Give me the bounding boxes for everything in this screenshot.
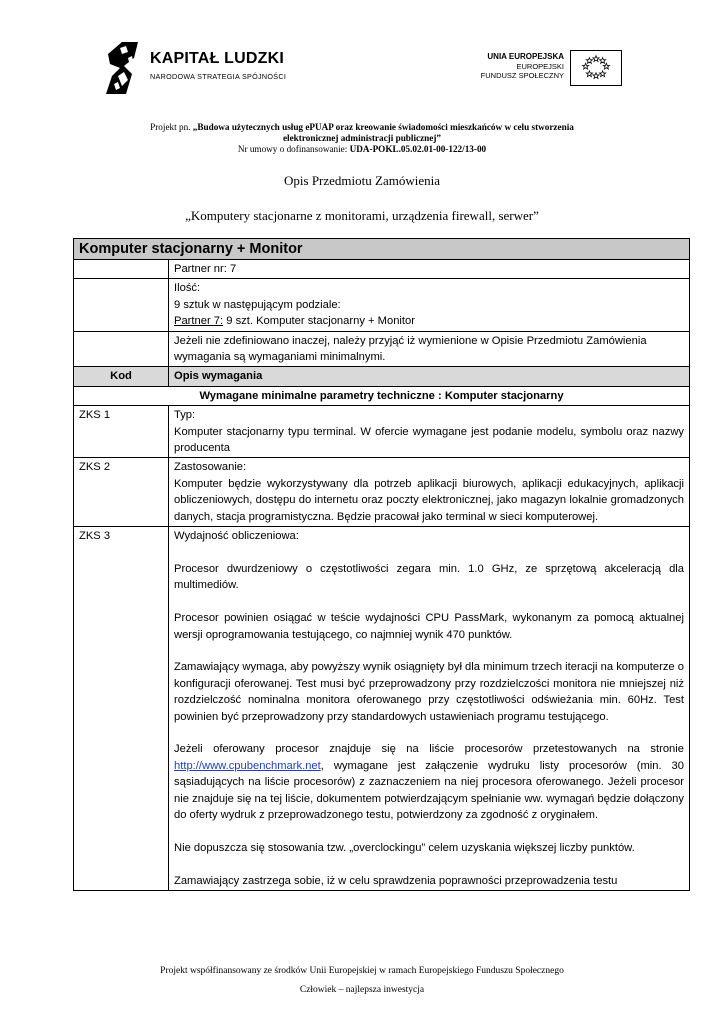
requirement-paragraph: Procesor powinien osiągać w teście wydajności CPU PassMark, wykonanym za pomocą aktualnej wersji oprogramowania testującego, co najmniej wynik 470 punktów.: [174, 612, 684, 641]
project-prefix: Projekt pn.: [150, 122, 193, 132]
project-name-line2: [80, 133, 644, 144]
footer-cofinancing: Projekt współfinansowany ze środków Unii Europejskiej w ramach Europejskiego Funduszu Społecznego: [160, 966, 564, 976]
contract-number: UDA-POKL.05.02.01-00-122/13-00: [349, 144, 487, 154]
eu-logo: [470, 50, 622, 86]
partner-cell: Partner nr: 7: [169, 260, 690, 279]
quantity-partner-text: 9 szt. Komputer stacjonarny + Monitor: [223, 315, 415, 328]
partner-row: [74, 260, 690, 279]
requirement-description: [169, 458, 690, 527]
kapital-ludzki-logo: [104, 40, 294, 96]
document-title: Opis Przedmiotu Zamówienia: [284, 173, 440, 188]
specification-table: [73, 238, 690, 891]
kapital-ludzki-emblem-icon: [104, 40, 144, 96]
project-name-part2: elektronicznej administracji publicznej”: [282, 133, 442, 143]
requirement-row: [74, 406, 690, 458]
requirement-row: [74, 527, 690, 891]
contract-line: [80, 144, 644, 155]
column-header-row: [74, 367, 690, 386]
empty-cell: [74, 260, 169, 279]
eu-flag-icon: [570, 50, 622, 86]
eu-logo-line1: UNIA EUROPEJSKA: [487, 52, 564, 61]
subheader-row: [74, 386, 690, 405]
quantity-partner: [174, 313, 684, 329]
cpubenchmark-link[interactable]: http://www.cpubenchmark.net: [174, 759, 321, 772]
quantity-row: [74, 279, 690, 331]
empty-cell: [74, 331, 169, 367]
requirement-row: [74, 458, 690, 527]
empty-cell: [74, 279, 169, 331]
subheader-cell: Wymagane minimalne parametry techniczne : Komputer stacjonarny: [74, 386, 690, 405]
requirement-code: ZKS 2: [74, 458, 169, 527]
eu-logo-text: [481, 52, 564, 81]
kapital-ludzki-subtitle: NARODOWA STRATEGIA SPÓJNOŚCI: [150, 72, 287, 81]
quantity-partner-label: Partner 7:: [174, 315, 224, 328]
requirement-paragraph: Zamawiający zastrzega sobie, iż w celu sprawdzenia poprawności przeprowadzenia testu: [174, 874, 618, 887]
paragraph-text-after: , wymagane jest załączenie wydruku listy procesorów (min. 30 sąsiadujących na liście procesorów) z zaznaczeniem na niej procesora oferowanego. Jeżeli procesor nie znajduje się na tej liście, dokumentem potwierdzającym spełnianie ww. wymagań będzie dołączony do oferty wydruk z przeprowadzonego testu, potwierdzony za zgodność z oryginałem.: [174, 759, 684, 821]
section-title: Komputer stacjonarny + Monitor: [74, 239, 690, 260]
project-name-line1: [80, 122, 644, 133]
requirement-paragraph: Zamawiający wymaga, aby powyższy wynik osiągnięty był dla minimum trzech iteracji na komputerze o konfiguracji oferowanej. Test musi być przeprowadzony przy rozdzielczości monitora nie mniejszej niż rozdzielczość nominalna monitora oferowanego przy częstotliwości odświeżania min. 60Hz. Test powinien być przeprowadzony przy standardowych ustawieniach programu testującego.: [174, 661, 684, 723]
requirement-paragraph-link: [174, 741, 684, 823]
requirement-code: ZKS 3: [74, 527, 169, 891]
quantity-cell: [169, 279, 690, 331]
note-cell: Jeżeli nie zdefiniowano inaczej, należy przyjąć iż wymienione w Opisie Przedmiotu Zamówienia wymagania są wymaganiami minimalnymi.: [169, 331, 690, 367]
column-header-description: Opis wymagania: [169, 367, 690, 386]
requirement-code: ZKS 1: [74, 406, 169, 458]
document-subtitle: „Komputery stacjonarne z monitorami, urządzenia firewall, serwer”: [185, 208, 539, 223]
requirement-description: [169, 406, 690, 458]
eu-logo-line2: EUROPEJSKI: [516, 61, 564, 71]
requirement-paragraph: Nie dopuszcza się stosowania tzw. „overclockingu” celem uzyskania większej liczby punktów.: [174, 841, 635, 854]
requirement-title: Typ:: [174, 409, 196, 422]
requirement-paragraph: Procesor dwurdzeniowy o częstotliwości zegara min. 1.0 GHz, ze sprzętową akceleracją dla multimediów.: [174, 562, 684, 592]
requirement-title: Wydajność obliczeniowa:: [174, 530, 299, 543]
project-info: [80, 122, 644, 155]
note-row: [74, 331, 690, 367]
quantity-label: Ilość:: [174, 282, 201, 295]
requirement-description: [169, 527, 690, 891]
paragraph-text-before: Jeżeli oferowany procesor znajduje się na liście procesorów przetestowanych na stronie: [174, 743, 684, 756]
requirement-title: Zastosowanie:: [174, 461, 247, 474]
section-title-row: [74, 239, 690, 260]
requirement-text: Komputer stacjonarny typu terminal. W ofercie wymagane jest podanie modelu, symbolu oraz nazwy producenta: [174, 425, 684, 455]
requirement-text: Komputer będzie wykorzystywany dla potrzeb aplikacji biurowych, aplikacji edukacyjnych, aplikacji obliczeniowych, dostępu do internetu oraz poczty elektronicznej, jako magazyn lokalnie gromadzonych danych, stacja programistyczna. Będzie pracował jako terminal w sieci komputerowej.: [174, 477, 684, 523]
contract-prefix: Nr umowy o dofinansowanie:: [237, 144, 350, 154]
column-header-code: Kod: [74, 367, 169, 386]
kapital-ludzki-title: KAPITAŁ LUDZKI: [150, 50, 285, 67]
footer-slogan: Człowiek – najlepsza inwestycja: [299, 985, 425, 995]
quantity-line: 9 sztuk w następującym podziale:: [174, 298, 341, 311]
project-name-part1: „Budowa użytecznych usług ePUAP oraz kreowanie świadomości mieszkańców w celu stworzenia: [192, 122, 574, 132]
eu-logo-line3: FUNDUSZ SPOŁECZNY: [480, 71, 564, 80]
